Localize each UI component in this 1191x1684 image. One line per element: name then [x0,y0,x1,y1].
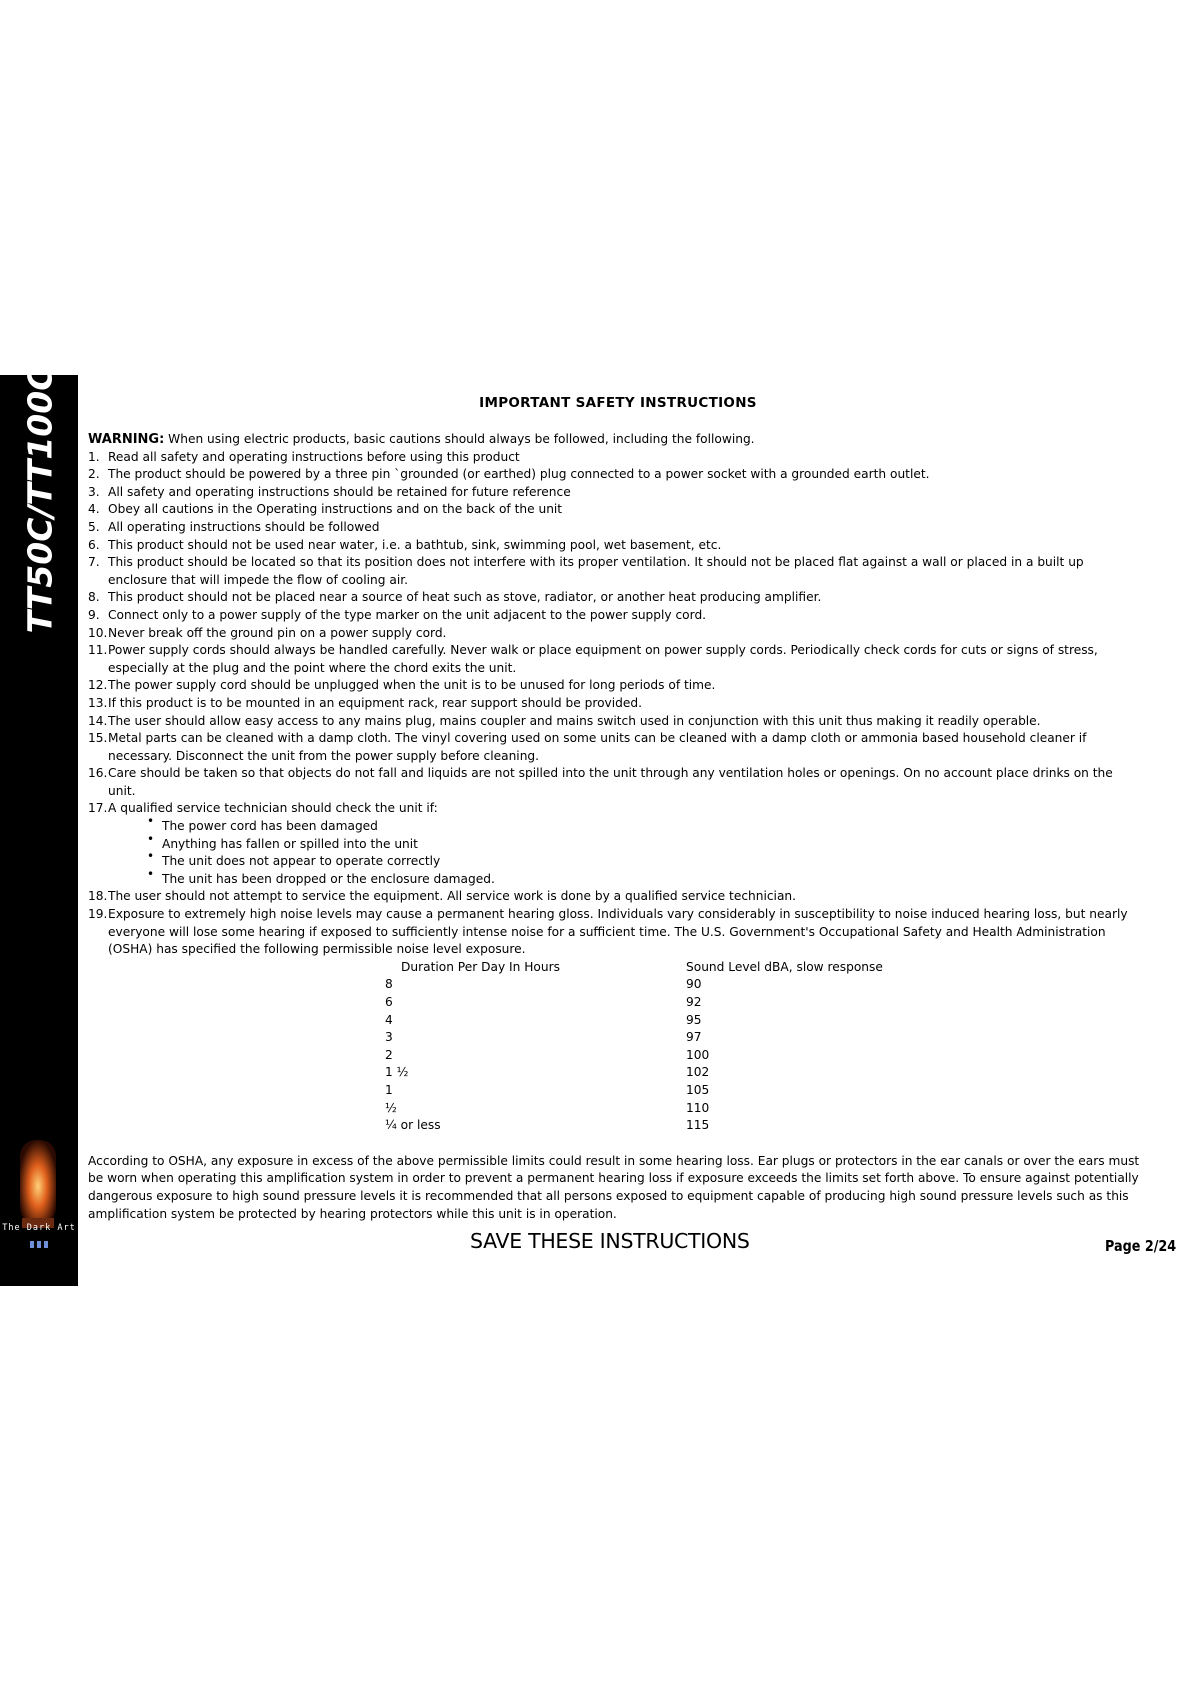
warning-text: When using electric products, basic cautions should always be followed, including the following. [164,432,755,446]
osha-paragraph: According to OSHA, any exposure in excess of the above permissible limits could result in some hearing loss. Ear plugs or protectors in the ear canals or over the ears must be worn when operating this amplification system in order to prevent a permanent hearing loss if exposure exceeds the limits set forth above. To ensure against potentially dangerous exposure to high sound pressure levels it is recommended that all persons exposed to equipment capable of producing high sound pressure levels such as this amplification system be protected by hearing protectors while this unit is in operation. [88,1153,1140,1221]
list-item [88,713,1140,731]
list-item [88,484,1140,502]
safety-rules-list [88,449,1140,959]
level-cell: 97 [686,1030,702,1045]
item-number: 2. [88,467,100,482]
list-item [88,554,1140,589]
item-text: Read all safety and operating instructions before using this product [108,449,520,464]
duration-cell: ½ [385,1100,397,1115]
list-item [88,607,1140,625]
bullet-icon: • [147,814,155,829]
item-text: The power cord has been damaged [162,819,378,834]
item-number: 4. [88,502,100,517]
item-text: The unit has been dropped or the enclosure damaged. [162,871,495,886]
list-item [88,677,1140,695]
list-item [88,800,1140,888]
item-text: The power supply cord should be unplugged when the unit is to be unused for long periods of time. [108,678,716,693]
list-item [88,625,1140,643]
list-item [88,642,1140,677]
item-text: Exposure to extremely high noise levels may cause a permanent hearing gloss. Individuals vary considerably in susceptibility to noise induced hearing loss, but nearly everyone will lose some hearing if exposed to sufficiently intense noise for a sufficient time. The U.S. Government's Occupational Safety and Health Administration (OSHA) has specified the following permissible noise level exposure. [108,907,1128,957]
list-item [88,449,1140,467]
list-item [147,831,1140,854]
item-number: 7. [88,555,100,570]
list-item [88,765,1140,800]
item-number: 9. [88,607,100,622]
item-text: If this product is to be mounted in an equipment rack, rear support should be provided. [108,695,642,710]
duration-cell: 8 [385,977,393,992]
table-row [385,1047,905,1065]
item-text: The product should be powered by a three pin `grounded (or earthed) plug connected to a power socket with a grounded earth outlet. [108,467,930,482]
list-item [88,537,1140,555]
bullet-icon: • [147,849,155,864]
check-conditions-list [108,814,1140,888]
table-header [385,959,905,977]
page-title: IMPORTANT SAFETY INSTRUCTIONS [479,395,757,411]
list-item [147,866,1140,889]
list-item [147,849,1140,871]
column-header-sound-level: Sound Level dBA, slow response [686,959,883,974]
item-number: 12. [88,678,108,693]
item-text: The user should allow easy access to any mains plug, mains coupler and mains switch used in conjunction with this unit thus making it readily operable. [108,713,1041,728]
item-text: Care should be taken so that objects do not fall and liquids are not spilled into the unit through any ventilation holes or openings. On no account place drinks on the unit. [108,766,1113,798]
list-item [147,814,1140,836]
level-cell: 115 [686,1118,710,1133]
level-cell: 110 [686,1100,710,1115]
column-header-duration: Duration Per Day In Hours [401,959,560,974]
item-text: This product should not be placed near a source of heat such as stove, radiator, or another heat producing amplifier. [108,590,822,605]
warning-paragraph [88,431,1140,449]
item-number: 3. [88,484,100,499]
item-text: This product should be located so that its position does not interfere with its proper ventilation. It should not be placed flat against a wall or placed in a built up enclosure that will impede the flow of cooling air. [108,555,1084,587]
page-number: Page 2/24 [1105,1237,1177,1255]
item-text: All operating instructions should be followed [108,519,380,534]
save-instructions-title: SAVE THESE INSTRUCTIONS [470,1229,750,1253]
duration-cell: 6 [385,995,393,1009]
item-number: 18. [88,889,108,904]
level-cell: 105 [686,1082,710,1097]
logo-bars-icon [29,1240,49,1249]
duration-cell: 1 ½ [385,1065,409,1080]
document-body [88,395,1140,1235]
table-row [385,1082,905,1100]
list-item [88,888,1140,906]
item-number: 11. [88,643,108,658]
level-cell: 102 [686,1065,710,1080]
duration-cell: ¼ or less [385,1118,441,1133]
table-row [385,976,905,994]
warning-label: WARNING: [88,432,165,447]
item-number: 13. [88,695,108,710]
list-item [88,519,1140,537]
level-cell: 100 [686,1047,710,1062]
list-item [88,501,1140,519]
duration-cell: 4 [385,1012,393,1027]
item-text: Connect only to a power supply of the type marker on the unit adjacent to the power supply cord. [108,607,707,622]
item-number: 8. [88,590,100,605]
list-item [88,730,1140,765]
duration-cell: 2 [385,1047,393,1062]
table-row [385,1117,905,1135]
table-row [385,1100,905,1118]
duration-cell: 1 [385,1082,393,1097]
level-cell: 90 [686,977,702,992]
item-number: 14. [88,713,108,728]
level-cell: 92 [686,995,702,1009]
item-number: 17. [88,801,108,816]
item-text: All safety and operating instructions should be retained for future reference [108,484,571,499]
item-text: Metal parts can be cleaned with a damp cloth. The vinyl covering used on some units can be cleaned with a damp cloth or ammonia based household cleaner if necessary. Disconnect the unit from the power supply before cleaning. [108,731,1087,763]
item-text: A qualified service technician should check the unit if: [108,801,438,816]
table-row [385,994,905,1012]
item-number: 19. [88,907,108,922]
list-item [88,466,1140,484]
table-row [385,1064,905,1082]
duration-cell: 3 [385,1030,393,1045]
noise-exposure-table [385,959,905,1135]
item-number: 15. [88,731,108,746]
item-text: Anything has fallen or spilled into the unit [162,836,418,851]
item-number: 6. [88,537,100,552]
item-number: 10. [88,625,108,640]
item-text: Never break off the ground pin on a power supply cord. [108,625,447,640]
item-text: The unit does not appear to operate correctly [162,854,441,869]
laney-logo [14,1140,62,1230]
item-text: Power supply cords should always be handled carefully. Never walk or place equipment on power supply cords. Periodically check cords for cuts or signs of stress, especially at the plug and the point where the chord exits the unit. [108,643,1098,675]
level-cell: 95 [686,1012,702,1027]
item-number: 1. [88,449,100,464]
table-row [385,1012,905,1030]
bullet-icon: • [147,831,155,846]
item-number: 5. [88,519,100,534]
item-text: The user should not attempt to service the equipment. All service work is done by a qualified service technician. [108,889,797,904]
bullet-icon: • [147,866,155,881]
model-title: TT50C/TT100C [20,366,60,634]
item-number: 16. [88,766,108,781]
list-item [88,589,1140,607]
logo-tagline: The Dark Art [2,1223,76,1233]
list-item [88,695,1140,713]
table-row [385,1029,905,1047]
list-item [88,906,1140,959]
item-text: Obey all cautions in the Operating instructions and on the back of the unit [108,502,563,517]
item-text: This product should not be used near water, i.e. a bathtub, sink, swimming pool, wet basement, etc. [108,537,722,552]
